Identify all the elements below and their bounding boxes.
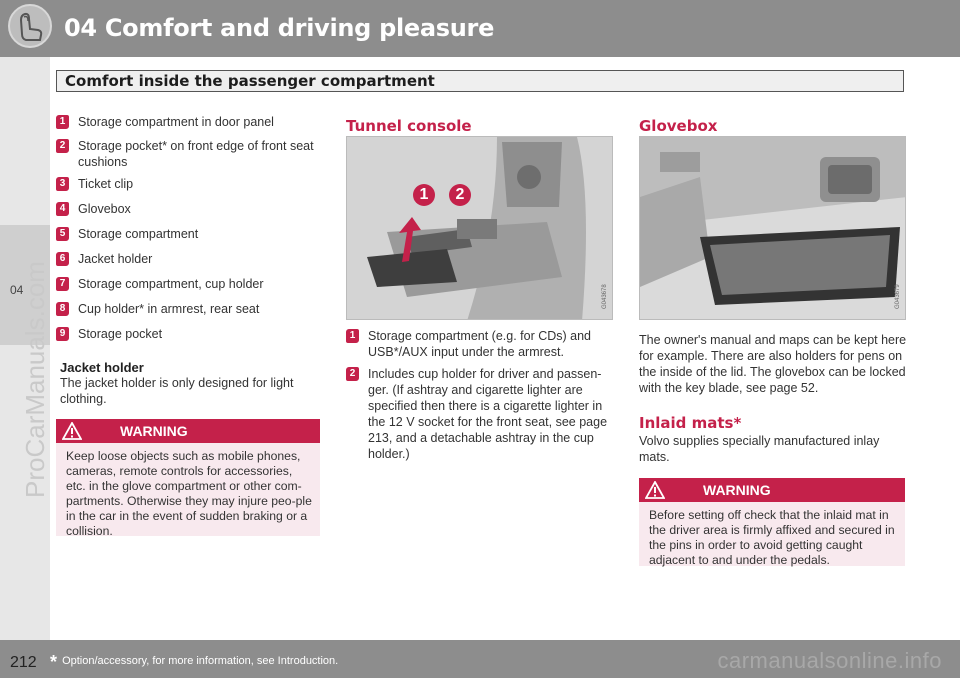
number-badge: 1 xyxy=(56,115,69,129)
callout-1: 1 xyxy=(413,184,435,206)
footnote: * Option/accessory, for more information, see Introduction. xyxy=(50,652,339,672)
list-item: 9 Storage pocket xyxy=(56,326,326,351)
list-item: 2 Includes cup holder for driver and passen-ger. (If ashtray and cigarette lighter are specified then there is a cigarette lighter in the 12 V socket for the front seat, see page 213, and a detachable ashtray in the cup holder.) xyxy=(346,366,616,462)
warning-triangle-icon xyxy=(62,422,82,440)
callout-2: 2 xyxy=(449,184,471,206)
storage-list xyxy=(56,114,326,351)
image-code: G043679 xyxy=(895,284,901,309)
glovebox-image xyxy=(639,136,906,320)
jacket-section xyxy=(60,360,322,407)
number-badge: 9 xyxy=(56,327,69,341)
number-badge: 4 xyxy=(56,202,69,216)
number-badge: 3 xyxy=(56,177,69,191)
warning-title: WARNING xyxy=(703,482,771,498)
list-item: 6 Jacket holder xyxy=(56,251,326,276)
glovebox-text: The owner's manual and maps can be kept here for example. There are also holders for pens on the inside of the lid. The glovebox can be locked with the key blade, see page 52. xyxy=(639,333,907,395)
inlaid-mats-heading: Inlaid mats* xyxy=(639,414,742,432)
image-code: G043678 xyxy=(602,284,608,309)
warning-header xyxy=(639,478,905,502)
number-badge: 2 xyxy=(346,367,359,381)
tunnel-list xyxy=(346,328,616,462)
tunnel-console-image xyxy=(346,136,613,320)
list-item: 2 Storage pocket* on front edge of front seat cushions xyxy=(56,138,326,176)
warning-triangle-icon xyxy=(645,481,665,499)
warning-text: Before setting off check that the inlaid mat in the driver area is firmly affixed and secured in the pins in order to avoid getting caught adjacent to and under the pedals. xyxy=(649,508,895,567)
chapter-header xyxy=(0,0,960,57)
warning-box xyxy=(639,478,905,566)
list-item: 3 Ticket clip xyxy=(56,176,326,201)
glovebox-heading: Glovebox xyxy=(639,117,718,135)
section-tab-label: 04 xyxy=(10,283,24,297)
number-badge: 7 xyxy=(56,277,69,291)
list-item: 8 Cup holder* in armrest, rear seat xyxy=(56,301,326,326)
inlaid-mats-text: Volvo supplies specially manufactured inlay mats. xyxy=(639,434,880,464)
number-badge: 5 xyxy=(56,227,69,241)
list-item: 1 Storage compartment in door panel xyxy=(56,114,326,138)
list-item: 4 Glovebox xyxy=(56,201,326,226)
number-badge: 2 xyxy=(56,139,69,153)
page-number: 212 xyxy=(10,654,37,671)
side-watermark: ProCarManuals.com xyxy=(20,261,50,498)
seat-icon xyxy=(8,4,52,48)
list-item: 7 Storage compartment, cup holder xyxy=(56,276,326,301)
number-badge: 6 xyxy=(56,252,69,266)
asterisk: * xyxy=(50,652,58,672)
section-subheader: Comfort inside the passenger compartment xyxy=(56,70,904,92)
chapter-title: 04 Comfort and driving pleasure xyxy=(64,14,495,42)
warning-header xyxy=(56,419,320,443)
warning-title: WARNING xyxy=(120,423,188,439)
list-item: 5 Storage compartment xyxy=(56,226,326,251)
warning-text: Keep loose objects such as mobile phones, cameras, remote controls for accessories, etc. in the glove compartment or other com-partments. Otherwise they may injure peo-ple in the car in the event of sudden braking or a collision. xyxy=(66,449,312,538)
list-item: 1 Storage compartment (e.g. for CDs) and USB*/AUX input under the armrest. xyxy=(346,328,616,360)
page-footer xyxy=(0,640,960,678)
footer-watermark: carmanualsonline.info xyxy=(717,648,942,673)
number-badge: 1 xyxy=(346,329,359,343)
tunnel-console-heading: Tunnel console xyxy=(346,117,472,135)
number-badge: 8 xyxy=(56,302,69,316)
warning-box xyxy=(56,419,320,536)
jacket-heading: Jacket holder xyxy=(60,360,144,375)
jacket-text: The jacket holder is only designed for light clothing. xyxy=(60,376,294,406)
